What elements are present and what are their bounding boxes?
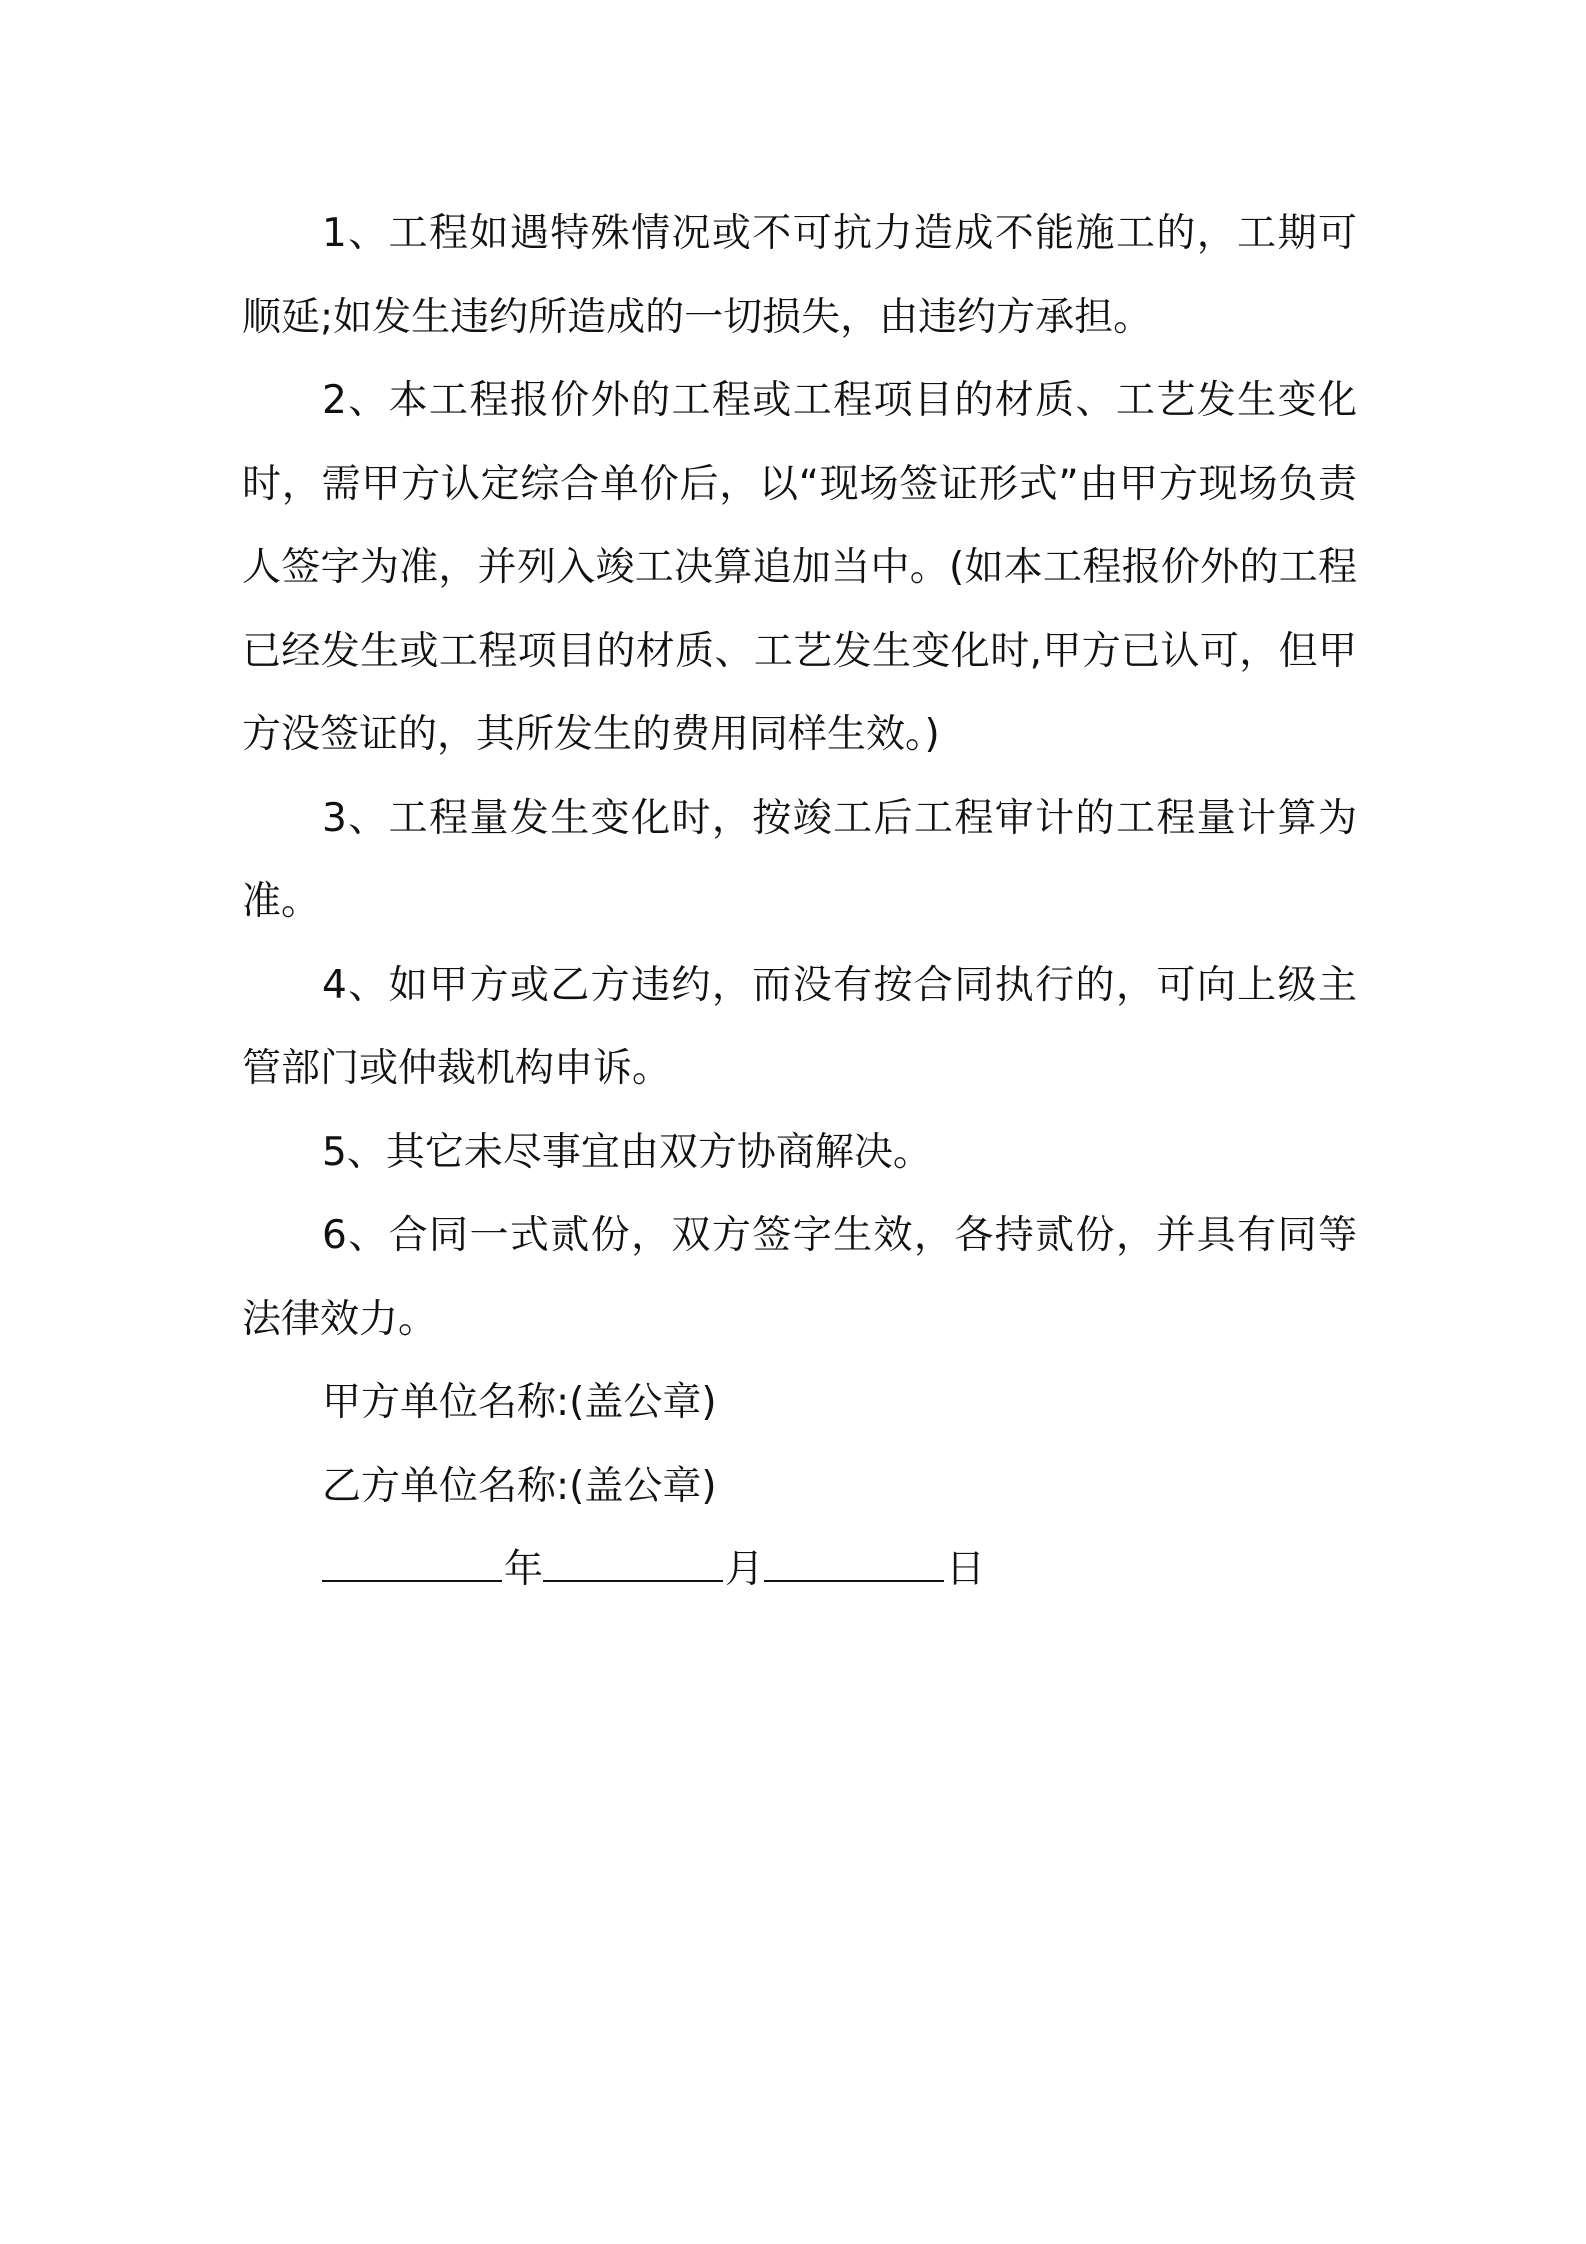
party-a-signature-line: 甲方单位名称:(盖公章): [322, 1380, 717, 1425]
clause-5: 5、其它未尽事宜由双方协商解决。: [322, 1129, 932, 1175]
year-blank: [322, 1550, 502, 1582]
date-line: [242, 1528, 1357, 1612]
year-label: 年: [504, 1547, 544, 1592]
contract-body: [242, 192, 1357, 1612]
clause-2: 2、本工程报价外的工程或工程项目的材质、工艺发生变化时，需甲方认定综合单价后，以“现场签证形式”由甲方现场负责人签字为准，并列入竣工决算追加当中。(如本工程报价外的工程已经发生或工程项目的材质、工艺发生变化时,甲方已认可，但甲方没签证的，其所发生的费用同样生效。): [242, 378, 1357, 757]
clause-3: 3、工程量发生变化时，按竣工后工程审计的工程量计算为准。: [242, 795, 1357, 924]
clause-1: 1、工程如遇特殊情况或不可抗力造成不能施工的，工期可顺延;如发生违约所造成的一切损失，由违约方承担。: [242, 211, 1357, 340]
month-blank: [543, 1550, 723, 1582]
month-label: 月: [725, 1547, 765, 1592]
party-b-signature-line: 乙方单位名称:(盖公章): [322, 1463, 717, 1509]
day-blank: [764, 1550, 944, 1582]
day-label: 日: [946, 1547, 986, 1592]
clause-4: 4、如甲方或乙方违约，而没有按合同执行的，可向上级主管部门或仲裁机构申诉。: [242, 962, 1357, 1091]
clause-6: 6、合同一式贰份，双方签字生效，各持贰份，并具有同等法律效力。: [242, 1213, 1357, 1342]
